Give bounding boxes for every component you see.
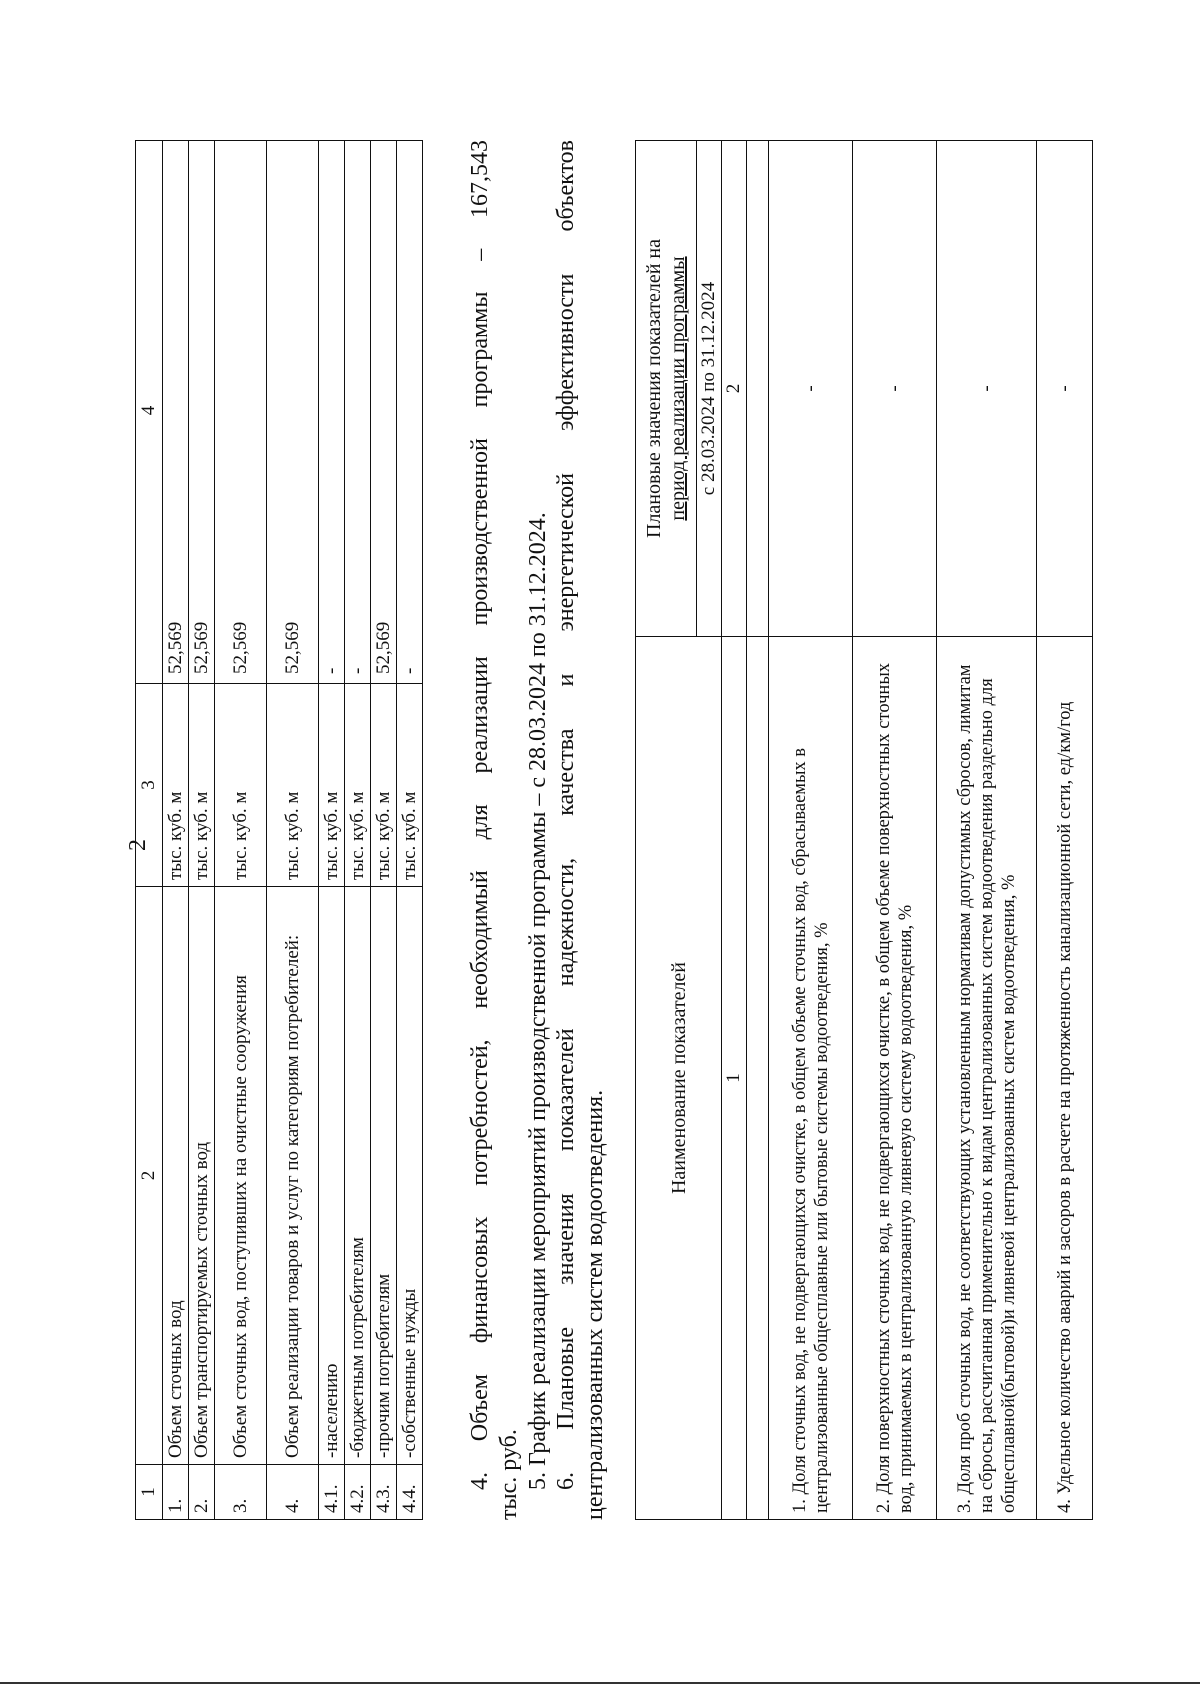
row-name: Объем сточных вод [163,887,189,1465]
row-number: 4.4. [397,1465,423,1520]
row-name: Объем сточных вод, поступивших на очистные сооружения [215,887,267,1465]
row-unit: тыс. куб. м [319,684,345,887]
row-value: - [319,141,345,684]
table-header-row [136,141,163,1520]
blank-cell [747,141,769,637]
table-row [189,141,215,1520]
row-number: 3. [215,1465,267,1520]
row-name: -собственные нужды [397,887,423,1465]
row-number: 4.1. [319,1465,345,1520]
table-row [345,141,371,1520]
paragraph-4 [466,140,524,1520]
indicator-value: - [937,141,1037,637]
planned-values-header-line-2: период реализации программы [667,256,689,521]
indicator-name: 4. Удельное количество аварий и засоров в расчете на протяженность канализационной сети, ед/км/год [1037,637,1093,1520]
row-value: - [397,141,423,684]
row-unit: тыс. куб. м [267,684,319,887]
row-name: -населению [319,887,345,1465]
table-row [1037,141,1093,1520]
row-unit: тыс. куб. м [215,684,267,887]
indicators-table [635,140,1093,1520]
indicator-value: - [1037,141,1093,637]
paragraph-4-line-1: 4. Объем финансовых потребностей, необходимый для реализации производственной программы – 167,543 [467,140,493,1490]
paragraph-4-line-2: тыс. руб. [496,1429,522,1520]
table-row [853,141,937,1520]
indicator-value: - [769,141,853,637]
row-unit: тыс. куб. м [371,684,397,887]
table-row [937,141,1037,1520]
row-name: Объем транспортируемых сточных вод [189,887,215,1465]
indicator-name: 1. Доля сточных вод, не подвергающихся очистке, в общем объеме сточных вод, сбрасываемых в централизованные общесплавные или бытовые системы водоотведения, % [769,637,853,1520]
table-header-row [636,141,697,1520]
column-number-row [722,141,747,1520]
indicator-name: 3. Доля проб сточных вод, не соответствующих установленным нормативам допустимых сбросов, лимитам на сбросы, рассчитанная применительно к видам централизованных систем водоотведения раздельно для общесплавной(бытовой)и ливневой централизованных систем водоотведения, % [937,637,1037,1520]
row-number: 1. [163,1465,189,1520]
indicator-value: - [853,141,937,637]
row-unit: тыс. куб. м [163,684,189,887]
row-name: -прочим потребителям [371,887,397,1465]
row-unit: тыс. куб. м [189,684,215,887]
row-value: 52,569 [267,141,319,684]
row-name: -бюджетным потребителям [345,887,371,1465]
row-number: 4. [267,1465,319,1520]
row-unit: тыс. куб. м [345,684,371,887]
row-value: - [345,141,371,684]
row-value: 52,569 [215,141,267,684]
table-row [769,141,853,1520]
row-value: 52,569 [189,141,215,684]
blank-row [747,141,769,1520]
bottom-scan-rule [0,1682,1200,1684]
period-cell: с 28.03.2024 по 31.12.2024 [697,141,722,637]
column-number-1: 1 [722,637,747,1520]
header-cell: 3 [136,684,163,887]
blank-cell [747,637,769,1520]
row-value: 52,569 [163,141,189,684]
table-row [397,141,423,1520]
volume-table [135,140,423,1520]
table-row [267,141,319,1520]
indicator-name-header: Наименование показателей [636,637,722,1520]
row-name: Объем реализации товаров и услуг по категориям потребителей: [267,887,319,1465]
table-row [371,141,397,1520]
planned-values-header-line-1: Плановые значения показателей на [643,239,665,538]
row-number: 2. [189,1465,215,1520]
table-row [215,141,267,1520]
paragraph-6-line-1: 6. Плановые значения показателей надежности, качества и энергетической эффективности объектов [553,140,579,1490]
row-number: 4.3. [371,1465,397,1520]
page-number: 2 [125,839,151,851]
header-cell: 1 [136,1465,163,1520]
planned-values-header [636,141,697,637]
table-row [163,141,189,1520]
row-unit: тыс. куб. м [397,684,423,887]
rotated-content [125,140,1085,1520]
column-number-2: 2 [722,141,747,637]
paragraph-5: 5. График реализации мероприятий производственной программы – с 28.03.2024 по 31.12.2024. [525,512,551,1490]
paragraph-6 [552,140,610,1520]
row-value: 52,569 [371,141,397,684]
row-number: 4.2. [345,1465,371,1520]
paragraph-6-line-2: централизованных систем водоотведения. [582,1089,608,1520]
table-row [319,141,345,1520]
header-cell: 2 [136,887,163,1465]
indicator-name: 2. Доля поверхностных сточных вод, не подвергающихся очистке, в общем объеме поверхностных сточных вод, принимаемых в централизованную ливневую систему водоотведения, % [853,637,937,1520]
header-cell: 4 [136,141,163,684]
